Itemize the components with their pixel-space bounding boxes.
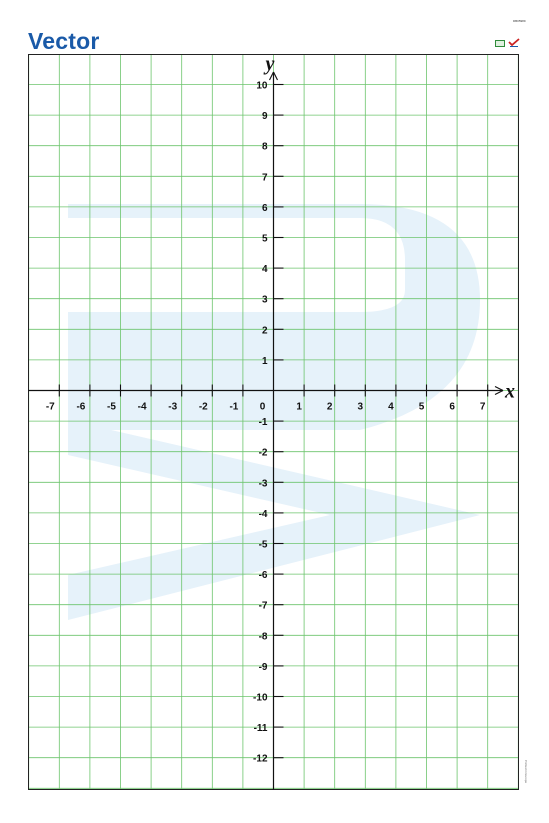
y-tick-label: 3 bbox=[261, 294, 268, 306]
y-tick-label: 4 bbox=[261, 264, 268, 276]
x-tick-label: 3 bbox=[357, 401, 364, 413]
y-tick-label: -9 bbox=[258, 661, 268, 673]
x-tick-label: 0 bbox=[259, 401, 266, 413]
y-tick-label: -5 bbox=[258, 539, 268, 551]
x-tick-label: -1 bbox=[229, 401, 239, 413]
y-tick-label: 8 bbox=[261, 141, 268, 153]
x-tick-label: -4 bbox=[137, 401, 147, 413]
y-tick-label: 5 bbox=[261, 233, 268, 245]
x-tick-label: 5 bbox=[418, 401, 425, 413]
x-tick-label: -5 bbox=[107, 401, 116, 413]
y-tick-label: -7 bbox=[258, 600, 268, 612]
y-tick-label: -8 bbox=[258, 631, 268, 643]
y-tick-label: 9 bbox=[261, 111, 268, 123]
y-tick-label: -4 bbox=[258, 508, 268, 520]
y-tick-label: -6 bbox=[258, 570, 268, 582]
x-tick-label: -3 bbox=[168, 401, 178, 413]
x-tick-label: 6 bbox=[449, 401, 455, 413]
y-tick-label: -2 bbox=[258, 447, 268, 459]
x-tick-label: 7 bbox=[479, 401, 486, 413]
y-tick-label: 1 bbox=[261, 355, 268, 367]
y-tick-label: -3 bbox=[258, 478, 268, 490]
product-code: DB05989 bbox=[513, 19, 526, 23]
x-tick-label: 4 bbox=[388, 401, 394, 413]
y-tick-label: 6 bbox=[261, 202, 268, 214]
print-note: Printed in Europe bbox=[524, 760, 528, 784]
brand-title: Vector bbox=[28, 28, 100, 54]
y-tick-label: 7 bbox=[261, 172, 268, 184]
x-tick-label: -2 bbox=[198, 401, 208, 413]
x-axis-variable: x bbox=[505, 380, 515, 403]
y-tick-label: -12 bbox=[253, 753, 268, 765]
x-tick-label: -7 bbox=[45, 401, 55, 413]
x-tick-label: -6 bbox=[76, 401, 86, 413]
y-tick-label: 10 bbox=[256, 80, 268, 92]
y-tick-label: -10 bbox=[253, 692, 268, 704]
x-tick-label: 2 bbox=[326, 401, 333, 413]
y-tick-label: 2 bbox=[261, 325, 268, 337]
y-tick-label: -11 bbox=[253, 723, 268, 735]
y-tick-label: -1 bbox=[258, 417, 268, 429]
y-axis-variable: y bbox=[265, 53, 275, 75]
x-tick-label: 1 bbox=[296, 401, 302, 413]
